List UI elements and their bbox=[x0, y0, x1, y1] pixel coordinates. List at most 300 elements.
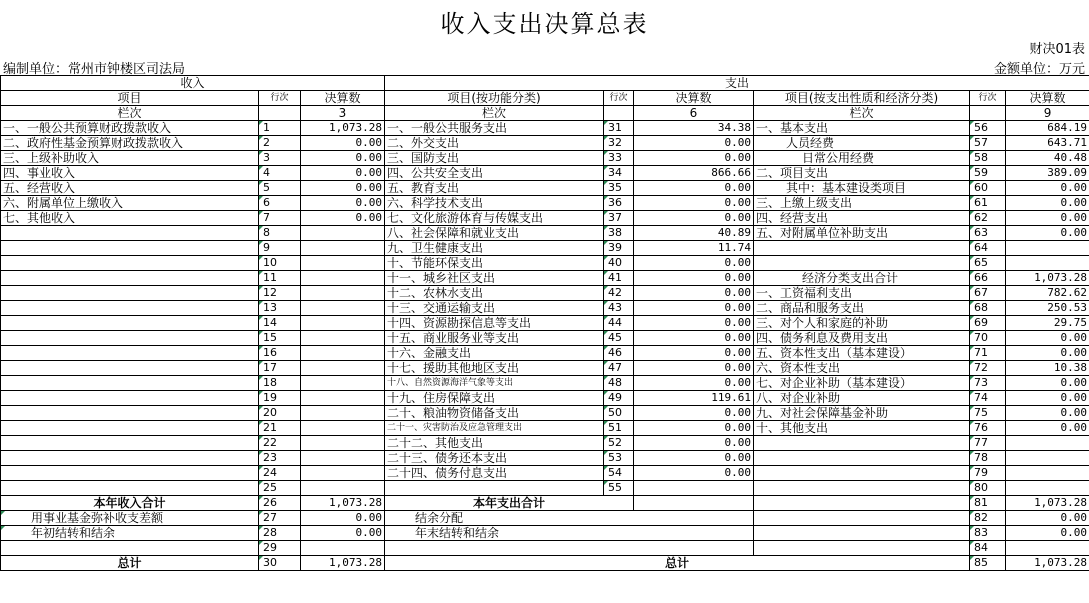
col-item: 项目 bbox=[1, 91, 259, 106]
amount-cell: 0.00 bbox=[634, 181, 754, 196]
amount-cell bbox=[301, 451, 385, 466]
line-number: 22 bbox=[259, 436, 301, 451]
empty-cell bbox=[1, 541, 259, 556]
line-number: 57 bbox=[970, 136, 1006, 151]
table-row bbox=[1, 286, 1089, 301]
amount-cell: 119.61 bbox=[634, 391, 754, 406]
amount-cell bbox=[301, 406, 385, 421]
amount-cell: 0.00 bbox=[634, 451, 754, 466]
amount-cell: 0.00 bbox=[634, 346, 754, 361]
amount-cell: 0.00 bbox=[634, 361, 754, 376]
item-label bbox=[754, 481, 970, 496]
amount-cell: 0.00 bbox=[301, 151, 385, 166]
empty-cell bbox=[754, 511, 970, 526]
line-number: 80 bbox=[970, 481, 1006, 496]
empty-cell bbox=[634, 496, 754, 511]
line-number: 32 bbox=[604, 136, 634, 151]
line-number: 72 bbox=[970, 361, 1006, 376]
amount-cell: 0.00 bbox=[634, 376, 754, 391]
item-label bbox=[1, 421, 259, 436]
item-label bbox=[1, 346, 259, 361]
item-label bbox=[1, 466, 259, 481]
summary-table bbox=[0, 75, 1089, 571]
amount-cell bbox=[301, 241, 385, 256]
amount-cell: 0.00 bbox=[301, 181, 385, 196]
item-label: 一、工资福利支出 bbox=[754, 286, 970, 301]
amount-cell: 0.00 bbox=[1006, 526, 1089, 541]
item-label bbox=[1, 436, 259, 451]
line-number: 7 bbox=[259, 211, 301, 226]
item-label: 十、其他支出 bbox=[754, 421, 970, 436]
item-label: 三、上缴上级支出 bbox=[754, 196, 970, 211]
surplus-distribution-label: 结余分配 bbox=[385, 511, 754, 526]
line-number: 59 bbox=[970, 166, 1006, 181]
line-number: 20 bbox=[259, 406, 301, 421]
amount-cell: 0.00 bbox=[301, 166, 385, 181]
line-number: 2 bbox=[259, 136, 301, 151]
line-number: 45 bbox=[604, 331, 634, 346]
money-unit: 金额单位：万元 bbox=[993, 62, 1085, 77]
amount-cell bbox=[301, 466, 385, 481]
item-label bbox=[1, 331, 259, 346]
item-label: 二、政府性基金预算财政拨款收入 bbox=[1, 136, 259, 151]
page-title: 收入支出决算总表 bbox=[440, 10, 649, 38]
opening-balance-label: 年初结转和结余 bbox=[1, 526, 259, 541]
col-amount: 决算数 bbox=[301, 91, 385, 106]
item-label: 九、卫生健康支出 bbox=[385, 241, 604, 256]
line-number: 3 bbox=[259, 151, 301, 166]
item-label: 二、项目支出 bbox=[754, 166, 970, 181]
line-number: 30 bbox=[259, 556, 301, 571]
line-number: 60 bbox=[970, 181, 1006, 196]
line-number: 13 bbox=[259, 301, 301, 316]
line-number: 21 bbox=[259, 421, 301, 436]
line-number: 52 bbox=[604, 436, 634, 451]
item-label: 一、一般公共预算财政拨款收入 bbox=[1, 121, 259, 136]
amount-cell: 0.00 bbox=[634, 331, 754, 346]
line-number: 49 bbox=[604, 391, 634, 406]
amount-cell: 1,073.28 bbox=[301, 496, 385, 511]
line-number: 65 bbox=[970, 256, 1006, 271]
amount-cell: 0.00 bbox=[1006, 226, 1089, 241]
line-number: 75 bbox=[970, 406, 1006, 421]
fund-offset-label: 用事业基金弥补收支差额 bbox=[1, 511, 259, 526]
col-index: 3 bbox=[301, 106, 385, 121]
line-number: 42 bbox=[604, 286, 634, 301]
amount-cell bbox=[301, 421, 385, 436]
item-label bbox=[1, 256, 259, 271]
reporting-unit: 编制单位：常州市钟楼区司法局 bbox=[3, 62, 186, 77]
amount-cell bbox=[301, 226, 385, 241]
table-row bbox=[1, 421, 1089, 436]
item-label: 八、对企业补助 bbox=[754, 391, 970, 406]
sheet-number: 财决01表 bbox=[1029, 42, 1085, 57]
item-label: 日常公用经费 bbox=[754, 151, 970, 166]
table-row bbox=[1, 316, 1089, 331]
line-number: 23 bbox=[259, 451, 301, 466]
amount-cell bbox=[301, 361, 385, 376]
item-label: 七、其他收入 bbox=[1, 211, 259, 226]
amount-cell: 0.00 bbox=[1006, 346, 1089, 361]
line-number: 11 bbox=[259, 271, 301, 286]
line-number: 73 bbox=[970, 376, 1006, 391]
line-number: 14 bbox=[259, 316, 301, 331]
amount-cell bbox=[1006, 241, 1089, 256]
amount-cell bbox=[1006, 436, 1089, 451]
item-label: 三、对个人和家庭的补助 bbox=[754, 316, 970, 331]
table-row bbox=[1, 166, 1089, 181]
line-number: 17 bbox=[259, 361, 301, 376]
item-label bbox=[754, 451, 970, 466]
item-label: 一、一般公共服务支出 bbox=[385, 121, 604, 136]
amount-cell: 0.00 bbox=[1006, 181, 1089, 196]
line-number: 9 bbox=[259, 241, 301, 256]
item-label bbox=[1, 406, 259, 421]
line-number: 8 bbox=[259, 226, 301, 241]
col-lineno: 行次 bbox=[259, 91, 301, 106]
item-label: 经济分类支出合计 bbox=[754, 271, 970, 286]
table-row bbox=[1, 256, 1089, 271]
line-number: 70 bbox=[970, 331, 1006, 346]
item-label: 三、上级补助收入 bbox=[1, 151, 259, 166]
item-label: 十四、资源勘探信息等支出 bbox=[385, 316, 604, 331]
item-label: 五、资本性支出（基本建设） bbox=[754, 346, 970, 361]
amount-cell: 40.48 bbox=[1006, 151, 1089, 166]
line-number: 55 bbox=[604, 481, 634, 496]
col-index-label: 栏次 bbox=[1, 106, 259, 121]
line-number: 44 bbox=[604, 316, 634, 331]
amount-cell: 0.00 bbox=[634, 436, 754, 451]
line-number: 84 bbox=[970, 541, 1006, 556]
item-label: 五、经营收入 bbox=[1, 181, 259, 196]
amount-cell: 0.00 bbox=[1006, 331, 1089, 346]
grand-total-label: 总计 bbox=[385, 556, 970, 571]
item-label: 六、科学技术支出 bbox=[385, 196, 604, 211]
item-label: 四、债务利息及费用支出 bbox=[754, 331, 970, 346]
col-lineno: 行次 bbox=[970, 91, 1006, 106]
item-label: 八、社会保障和就业支出 bbox=[385, 226, 604, 241]
table-row bbox=[1, 241, 1089, 256]
col-item-func: 项目(按功能分类) bbox=[385, 91, 604, 106]
item-label bbox=[1, 316, 259, 331]
amount-cell bbox=[1006, 256, 1089, 271]
item-label: 十三、交通运输支出 bbox=[385, 301, 604, 316]
item-label: 七、对企业补助（基本建设） bbox=[754, 376, 970, 391]
income-header: 收入 bbox=[1, 76, 385, 91]
line-number: 67 bbox=[970, 286, 1006, 301]
item-label: 其中：基本建设类项目 bbox=[754, 181, 970, 196]
item-label bbox=[1, 301, 259, 316]
empty-cell bbox=[754, 496, 970, 511]
line-number: 29 bbox=[259, 541, 301, 556]
line-number: 47 bbox=[604, 361, 634, 376]
table-row bbox=[1, 331, 1089, 346]
line-number: 33 bbox=[604, 151, 634, 166]
item-label bbox=[1, 361, 259, 376]
header-row-index bbox=[1, 106, 1089, 121]
table-row bbox=[1, 436, 1089, 451]
amount-cell bbox=[301, 391, 385, 406]
amount-cell bbox=[634, 481, 754, 496]
amount-cell: 0.00 bbox=[634, 211, 754, 226]
item-label bbox=[1, 241, 259, 256]
line-number: 76 bbox=[970, 421, 1006, 436]
item-label: 二十四、债务付息支出 bbox=[385, 466, 604, 481]
header-row-columns bbox=[1, 91, 1089, 106]
line-number: 82 bbox=[970, 511, 1006, 526]
table-row bbox=[1, 391, 1089, 406]
item-label: 二十二、其他支出 bbox=[385, 436, 604, 451]
line-number: 78 bbox=[970, 451, 1006, 466]
amount-cell: 0.00 bbox=[634, 421, 754, 436]
line-number: 66 bbox=[970, 271, 1006, 286]
line-number: 4 bbox=[259, 166, 301, 181]
line-number: 69 bbox=[970, 316, 1006, 331]
line-number: 31 bbox=[604, 121, 634, 136]
item-label: 二、商品和服务支出 bbox=[754, 301, 970, 316]
item-label: 十九、住房保障支出 bbox=[385, 391, 604, 406]
empty-cell bbox=[301, 541, 385, 556]
amount-cell: 250.53 bbox=[1006, 301, 1089, 316]
amount-cell bbox=[1006, 451, 1089, 466]
amount-cell: 0.00 bbox=[1006, 511, 1089, 526]
item-label bbox=[754, 436, 970, 451]
amount-cell: 684.19 bbox=[1006, 121, 1089, 136]
line-number: 77 bbox=[970, 436, 1006, 451]
amount-cell: 0.00 bbox=[301, 511, 385, 526]
line-number: 15 bbox=[259, 331, 301, 346]
empty-cell bbox=[1006, 541, 1089, 556]
item-label bbox=[754, 256, 970, 271]
line-number: 12 bbox=[259, 286, 301, 301]
amount-cell bbox=[301, 256, 385, 271]
line-number: 64 bbox=[970, 241, 1006, 256]
amount-cell: 0.00 bbox=[634, 466, 754, 481]
line-number: 39 bbox=[604, 241, 634, 256]
col-index: 8 bbox=[970, 106, 1006, 121]
line-number: 36 bbox=[604, 196, 634, 211]
line-number: 46 bbox=[604, 346, 634, 361]
line-number: 6 bbox=[259, 196, 301, 211]
table-row bbox=[1, 196, 1089, 211]
line-number: 38 bbox=[604, 226, 634, 241]
line-number: 34 bbox=[604, 166, 634, 181]
item-label bbox=[1, 481, 259, 496]
amount-cell: 643.71 bbox=[1006, 136, 1089, 151]
col-index-label: 栏次 bbox=[754, 106, 970, 121]
amount-cell: 0.00 bbox=[1006, 406, 1089, 421]
line-number: 18 bbox=[259, 376, 301, 391]
amount-cell: 0.00 bbox=[634, 271, 754, 286]
amount-cell: 0.00 bbox=[1006, 376, 1089, 391]
amount-cell: 0.00 bbox=[301, 136, 385, 151]
amount-cell: 782.62 bbox=[1006, 286, 1089, 301]
line-number: 1 bbox=[259, 121, 301, 136]
item-label: 五、教育支出 bbox=[385, 181, 604, 196]
closing-balance-label: 年末结转和结余 bbox=[385, 526, 754, 541]
item-label bbox=[754, 241, 970, 256]
amount-cell: 866.66 bbox=[634, 166, 754, 181]
line-number: 16 bbox=[259, 346, 301, 361]
year-expense-label: 本年支出合计 bbox=[385, 496, 634, 511]
table-row bbox=[1, 526, 1089, 541]
col-index-label: 栏次 bbox=[385, 106, 604, 121]
amount-cell bbox=[301, 376, 385, 391]
amount-cell: 0.00 bbox=[634, 256, 754, 271]
table-row bbox=[1, 346, 1089, 361]
amount-cell: 0.00 bbox=[301, 526, 385, 541]
amount-cell bbox=[301, 316, 385, 331]
amount-cell bbox=[301, 301, 385, 316]
item-label bbox=[385, 481, 604, 496]
item-label: 六、资本性支出 bbox=[754, 361, 970, 376]
amount-cell bbox=[301, 286, 385, 301]
table-row bbox=[1, 121, 1089, 136]
amount-cell: 0.00 bbox=[1006, 196, 1089, 211]
table-row bbox=[1, 451, 1089, 466]
table-row bbox=[1, 151, 1089, 166]
amount-cell: 1,073.28 bbox=[1006, 496, 1089, 511]
item-label: 十七、援助其他地区支出 bbox=[385, 361, 604, 376]
item-label bbox=[1, 451, 259, 466]
item-label: 四、公共安全支出 bbox=[385, 166, 604, 181]
table-row bbox=[1, 481, 1089, 496]
col-item-econ: 项目(按支出性质和经济分类) bbox=[754, 91, 970, 106]
item-label bbox=[1, 286, 259, 301]
item-label: 十二、农林水支出 bbox=[385, 286, 604, 301]
line-number: 74 bbox=[970, 391, 1006, 406]
table-row bbox=[1, 136, 1089, 151]
item-label: 二、外交支出 bbox=[385, 136, 604, 151]
amount-cell: 0.00 bbox=[634, 136, 754, 151]
table-row bbox=[1, 541, 1089, 556]
line-number: 71 bbox=[970, 346, 1006, 361]
item-label bbox=[1, 376, 259, 391]
line-number: 63 bbox=[970, 226, 1006, 241]
col-index: 5 bbox=[604, 106, 634, 121]
amount-cell bbox=[1006, 466, 1089, 481]
line-number: 79 bbox=[970, 466, 1006, 481]
table-row bbox=[1, 181, 1089, 196]
amount-cell: 11.74 bbox=[634, 241, 754, 256]
amount-cell: 34.38 bbox=[634, 121, 754, 136]
item-label: 十一、城乡社区支出 bbox=[385, 271, 604, 286]
amount-cell: 1,073.28 bbox=[301, 121, 385, 136]
col-lineno: 行次 bbox=[604, 91, 634, 106]
col-index: 6 bbox=[634, 106, 754, 121]
year-income-label: 本年收入合计 bbox=[1, 496, 259, 511]
line-number: 56 bbox=[970, 121, 1006, 136]
line-number: 54 bbox=[604, 466, 634, 481]
table-row bbox=[1, 361, 1089, 376]
line-number: 68 bbox=[970, 301, 1006, 316]
col-index: 2 bbox=[259, 106, 301, 121]
item-label: 人员经费 bbox=[754, 136, 970, 151]
amount-cell: 10.38 bbox=[1006, 361, 1089, 376]
amount-cell: 0.00 bbox=[634, 301, 754, 316]
item-label: 九、对社会保障基金补助 bbox=[754, 406, 970, 421]
amount-cell: 0.00 bbox=[634, 406, 754, 421]
table-row bbox=[1, 226, 1089, 241]
item-label bbox=[754, 466, 970, 481]
line-number: 28 bbox=[259, 526, 301, 541]
col-index: 9 bbox=[1006, 106, 1089, 121]
item-label: 十八、自然资源海洋气象等支出 bbox=[385, 376, 604, 391]
amount-cell: 1,073.28 bbox=[301, 556, 385, 571]
line-number: 85 bbox=[970, 556, 1006, 571]
amount-cell: 1,073.28 bbox=[1006, 556, 1089, 571]
line-number: 24 bbox=[259, 466, 301, 481]
line-number: 58 bbox=[970, 151, 1006, 166]
amount-cell: 0.00 bbox=[1006, 211, 1089, 226]
table-row bbox=[1, 376, 1089, 391]
line-number: 26 bbox=[259, 496, 301, 511]
header-row-group bbox=[1, 76, 1089, 91]
item-label: 二十三、债务还本支出 bbox=[385, 451, 604, 466]
line-number: 81 bbox=[970, 496, 1006, 511]
grand-total-label: 总计 bbox=[1, 556, 259, 571]
item-label bbox=[1, 226, 259, 241]
table-row bbox=[1, 211, 1089, 226]
amount-cell bbox=[301, 436, 385, 451]
item-label: 三、国防支出 bbox=[385, 151, 604, 166]
table-row bbox=[1, 511, 1089, 526]
table-row bbox=[1, 556, 1089, 571]
amount-cell: 0.00 bbox=[301, 196, 385, 211]
line-number: 62 bbox=[970, 211, 1006, 226]
item-label: 十、节能环保支出 bbox=[385, 256, 604, 271]
item-label: 一、基本支出 bbox=[754, 121, 970, 136]
line-number: 53 bbox=[604, 451, 634, 466]
line-number: 48 bbox=[604, 376, 634, 391]
line-number: 25 bbox=[259, 481, 301, 496]
item-label: 五、对附属单位补助支出 bbox=[754, 226, 970, 241]
table-row bbox=[1, 466, 1089, 481]
line-number: 10 bbox=[259, 256, 301, 271]
amount-cell: 0.00 bbox=[634, 196, 754, 211]
item-label: 四、事业收入 bbox=[1, 166, 259, 181]
item-label: 二十、粮油物资储备支出 bbox=[385, 406, 604, 421]
table-row bbox=[1, 301, 1089, 316]
amount-cell: 389.09 bbox=[1006, 166, 1089, 181]
item-label: 十六、金融支出 bbox=[385, 346, 604, 361]
col-amount: 决算数 bbox=[634, 91, 754, 106]
empty-cell bbox=[754, 526, 970, 541]
table-row bbox=[1, 496, 1089, 511]
amount-cell: 40.89 bbox=[634, 226, 754, 241]
amount-cell bbox=[301, 271, 385, 286]
amount-cell: 0.00 bbox=[301, 211, 385, 226]
line-number: 50 bbox=[604, 406, 634, 421]
line-number: 41 bbox=[604, 271, 634, 286]
amount-cell bbox=[301, 331, 385, 346]
item-label: 四、经营支出 bbox=[754, 211, 970, 226]
line-number: 19 bbox=[259, 391, 301, 406]
amount-cell bbox=[301, 346, 385, 361]
line-number: 61 bbox=[970, 196, 1006, 211]
item-label: 十五、商业服务业等支出 bbox=[385, 331, 604, 346]
line-number: 35 bbox=[604, 181, 634, 196]
line-number: 27 bbox=[259, 511, 301, 526]
empty-cell bbox=[385, 541, 754, 556]
line-number: 37 bbox=[604, 211, 634, 226]
line-number: 83 bbox=[970, 526, 1006, 541]
amount-cell bbox=[301, 481, 385, 496]
amount-cell: 0.00 bbox=[634, 316, 754, 331]
amount-cell: 0.00 bbox=[1006, 391, 1089, 406]
line-number: 5 bbox=[259, 181, 301, 196]
item-label bbox=[1, 391, 259, 406]
